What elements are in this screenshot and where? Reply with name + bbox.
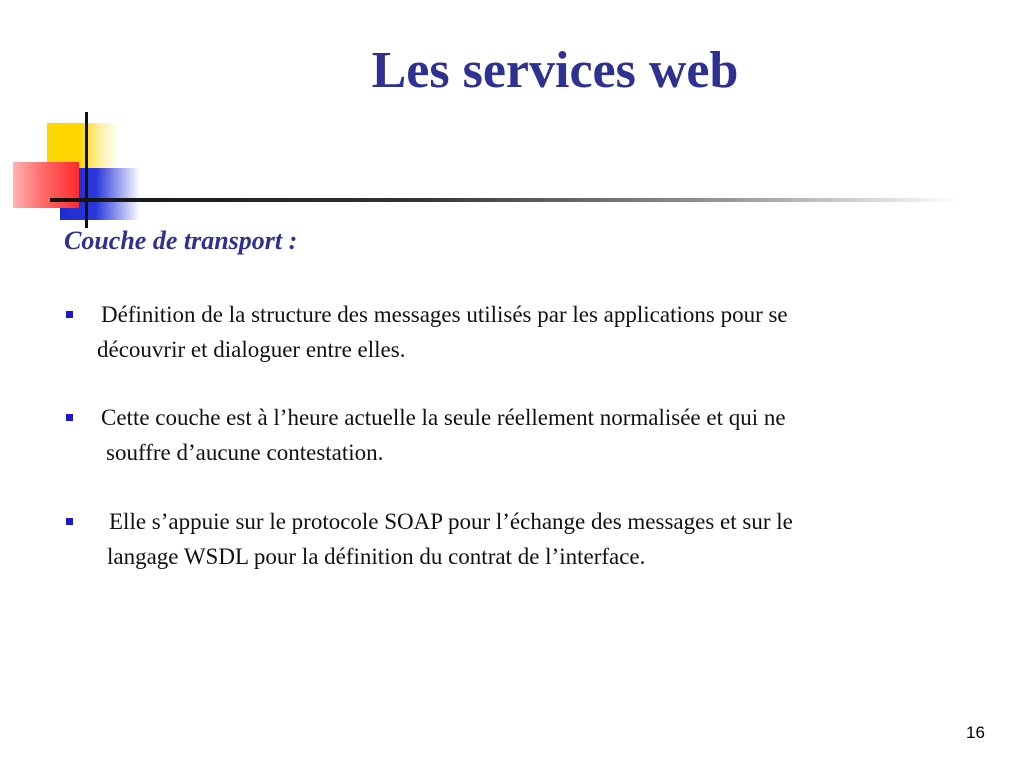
bullet-text-line: souffre d’aucune contestation. [106, 440, 384, 465]
page-number: 16 [966, 723, 985, 742]
bullet-text-line: Cette couche est à l’heure actuelle la seule réellement normalisée et qui ne [101, 405, 786, 430]
logo-vertical-line [85, 112, 88, 228]
slide-title: Les services web [371, 42, 739, 99]
bullet-text-line: langage WSDL pour la définition du contrat de l’interface. [107, 544, 646, 569]
bullet-text-line: Elle s’appuie sur le protocole SOAP pour l’échange des messages et sur le [109, 509, 793, 534]
title-divider-line [50, 198, 960, 202]
bullet-square-icon [66, 414, 73, 421]
bullet-square-icon [66, 518, 73, 525]
bullet-square-icon [66, 311, 73, 318]
bullet-text-line: Définition de la structure des messages utilisés par les applications pour se [101, 302, 788, 327]
bullet-text-line: découvrir et dialoguer entre elles. [97, 337, 406, 362]
section-heading: Couche de transport : [64, 226, 298, 255]
